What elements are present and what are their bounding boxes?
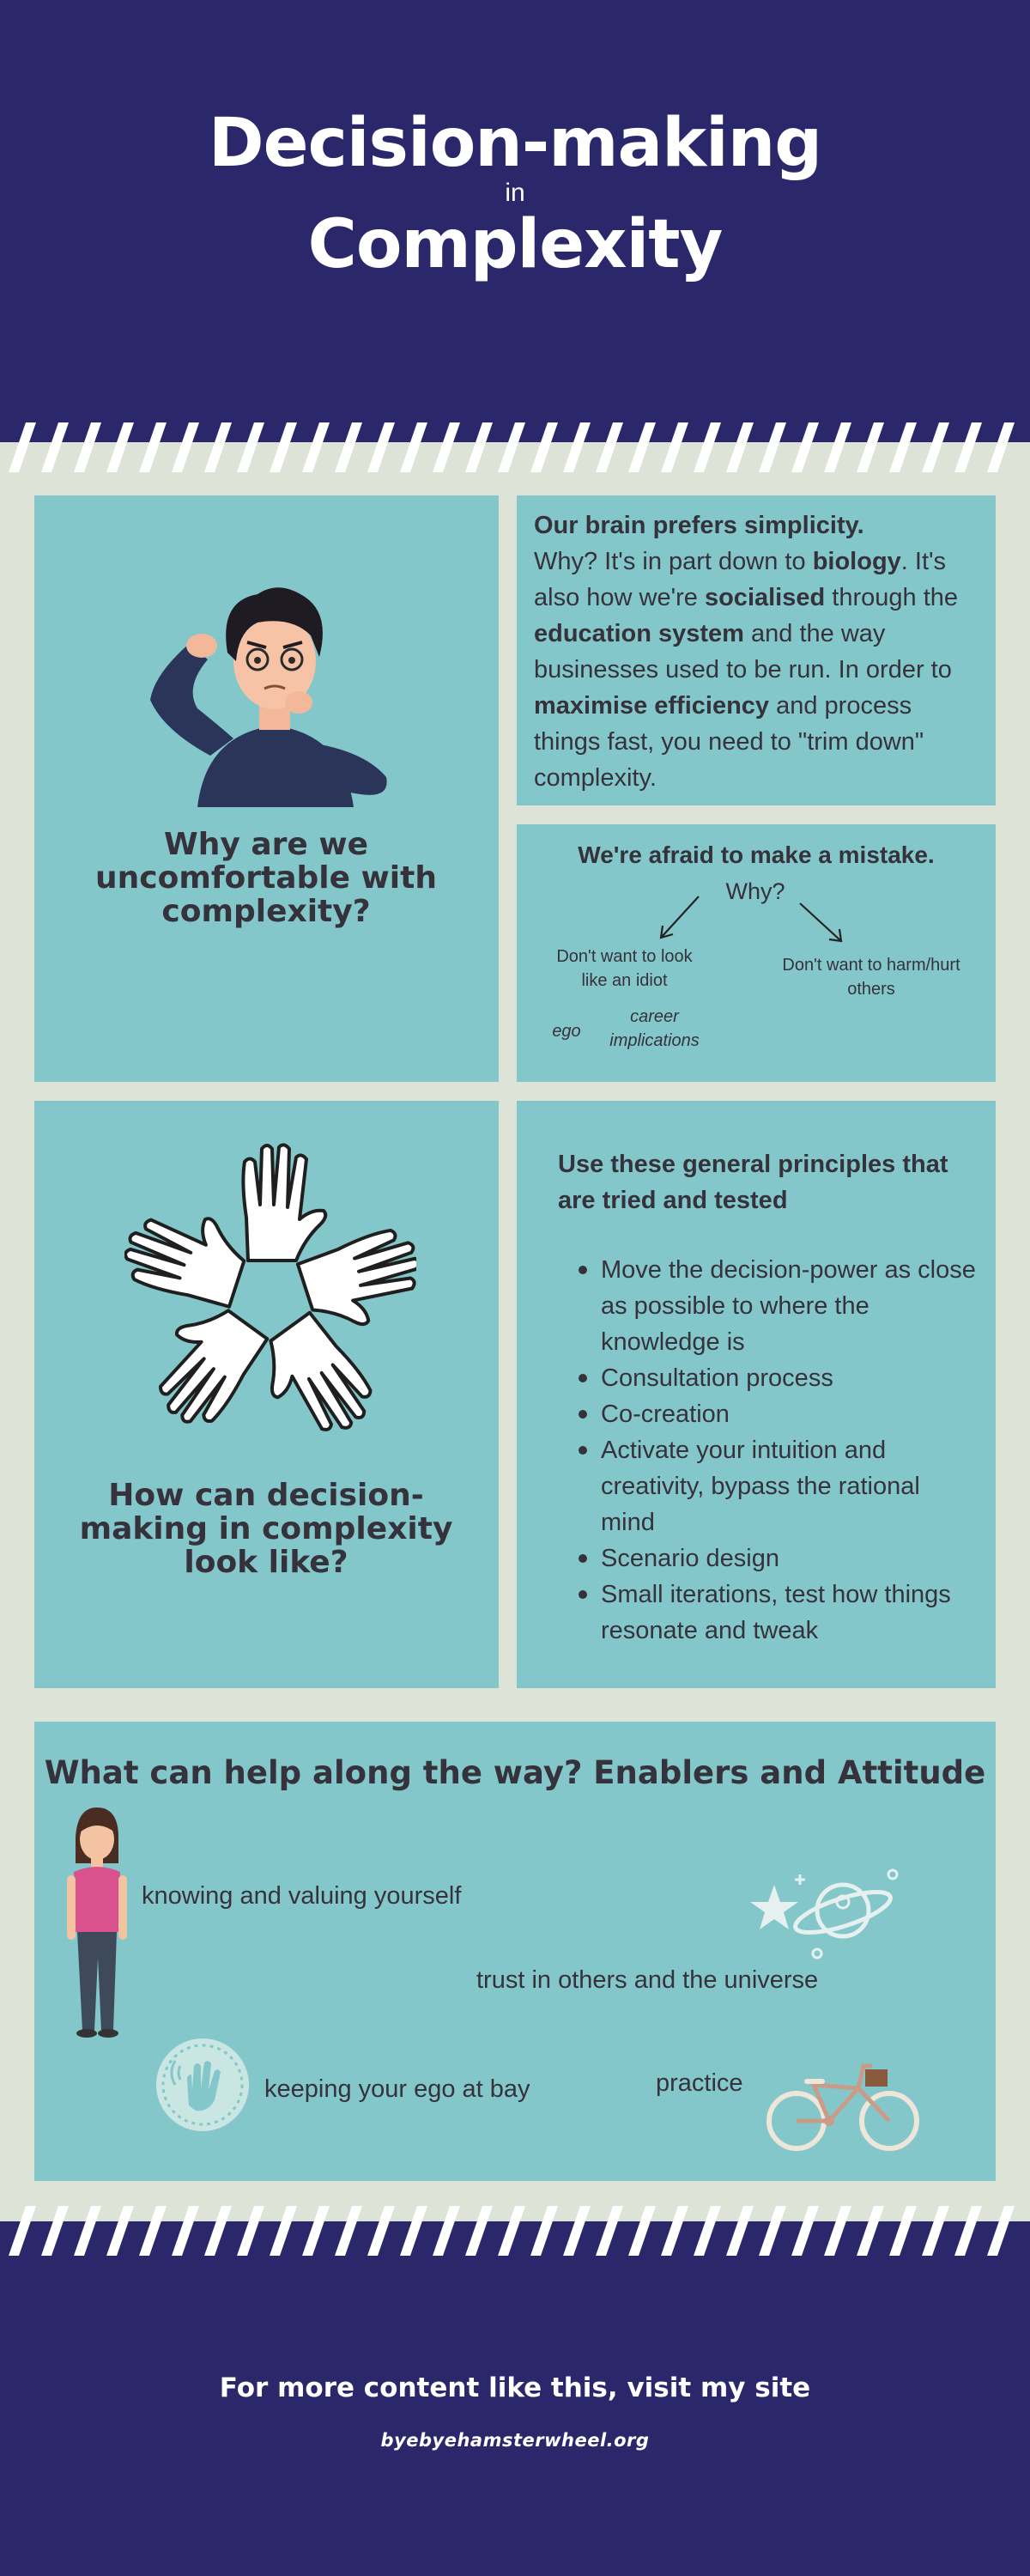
- brain-text-2: . It's also how we're: [534, 548, 947, 611]
- question-why-uncomfortable: Why are we uncomfortable with complexity?: [95, 827, 437, 929]
- enablers-title: What can help along the way? Enablers and Attitude: [44, 1754, 986, 1791]
- enabler-ego: keeping your ego at bay: [264, 2075, 530, 2103]
- list-item: Small iterations, test how things resonate and tweak: [601, 1577, 978, 1649]
- brain-bold-biology: biology: [812, 548, 901, 575]
- stripe-divider-bottom: [0, 2202, 1030, 2263]
- confused-man-icon: [129, 550, 403, 807]
- page-title-connector: in: [505, 179, 525, 207]
- page-title-line2: Complexity: [307, 206, 723, 283]
- list-item: Scenario design: [601, 1540, 978, 1577]
- list-item: Activate your intuition and creativity, bypass the rational mind: [601, 1432, 978, 1540]
- brain-bold-education: education system: [534, 620, 744, 647]
- brain-bold-socialised: socialised: [704, 584, 826, 611]
- enabler-knowing-yourself: knowing and valuing yourself: [142, 1882, 462, 1910]
- reason-career: career implications: [609, 1007, 700, 1050]
- brain-simplicity-text: [534, 507, 985, 796]
- brain-text-1: Why? It's in part down to: [534, 548, 813, 575]
- footer-banner: [0, 2263, 1030, 2576]
- footer-cta: For more content like this, visit my site: [219, 2372, 811, 2403]
- afraid-title: We're afraid to make a mistake.: [578, 841, 935, 868]
- brain-text-5: and process things fast, you need to "trim down" complexity.: [534, 692, 924, 792]
- brain-text-4: and the way businesses used to be run. In order to: [534, 620, 952, 683]
- question-how-decision-making: How can decision-making in complexity look like?: [79, 1478, 453, 1580]
- reason-harm-others: Don't want to harm/hurt others: [782, 956, 960, 999]
- brain-text-3: through the: [825, 584, 959, 611]
- circle-of-hands-icon: [124, 1142, 416, 1451]
- stripe-divider-top: [0, 414, 1030, 474]
- brain-heading: Our brain prefers simplicity.: [534, 512, 864, 539]
- reason-ego: ego: [552, 1022, 581, 1041]
- footer-site-link[interactable]: byebyehamsterwheel.org: [380, 2430, 650, 2451]
- enabler-practice: practice: [656, 2069, 743, 2097]
- calm-hand-badge-icon: [154, 2037, 251, 2133]
- list-item: Consultation process: [601, 1360, 978, 1396]
- afraid-why: Why?: [725, 878, 785, 904]
- planet-star-icon: [740, 1859, 912, 1971]
- reason-look-like-idiot: Don't want to look like an idiot: [556, 947, 693, 990]
- brain-bold-efficiency: maximise efficiency: [534, 692, 770, 720]
- woman-icon: [58, 1803, 136, 2044]
- enabler-trust: trust in others and the universe: [476, 1966, 819, 1994]
- bicycle-icon: [762, 2050, 925, 2154]
- principles-list: [601, 1252, 978, 1649]
- page-title-line1: Decision-making: [208, 105, 822, 182]
- principles-title: Use these general principles that are tried and tested: [558, 1151, 948, 1214]
- list-item: Co-creation: [601, 1396, 978, 1432]
- list-item: Move the decision-power as close as possible to where the knowledge is: [601, 1252, 978, 1360]
